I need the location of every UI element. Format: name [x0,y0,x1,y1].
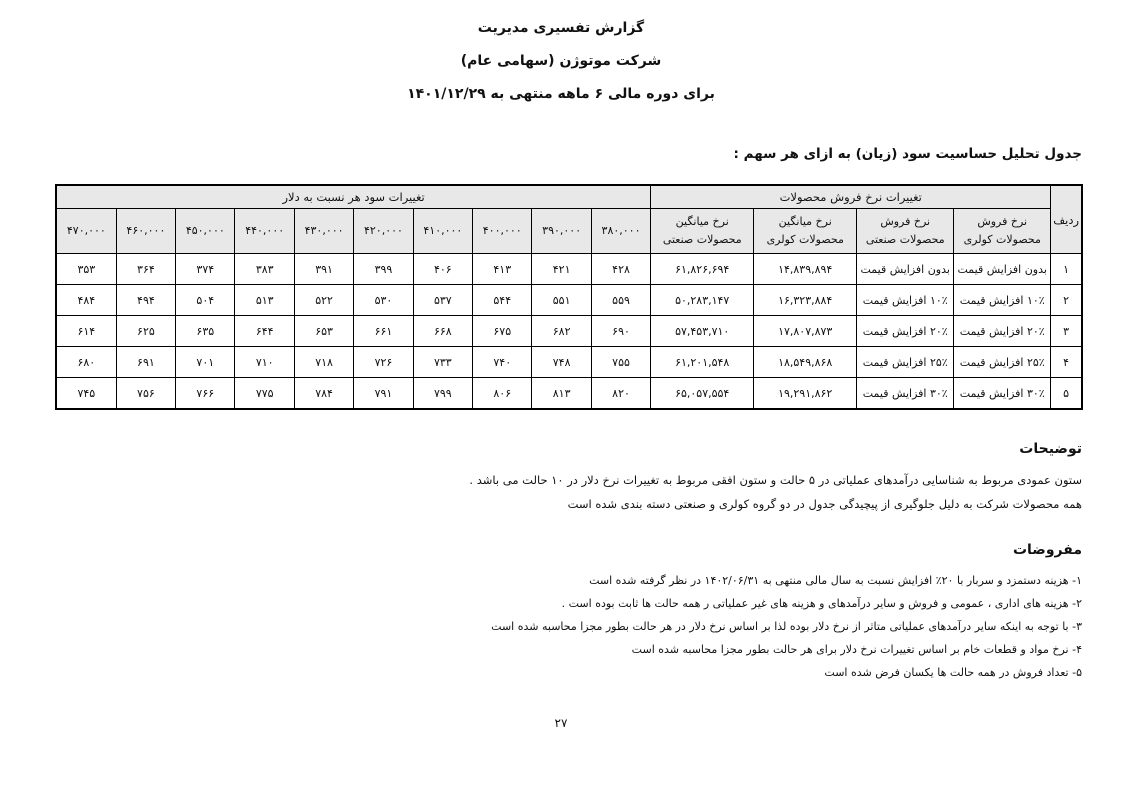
col-header-avg-cooler: نرخ میانگین محصولات کولری [754,209,857,254]
cell-eps: ۷۸۴ [294,378,353,410]
cell-eps: ۵۱۳ [235,285,294,316]
cell-eps: ۷۵۵ [591,347,650,378]
dollar-header: ۴۲۰,۰۰۰ [354,209,413,254]
col-header-industrial-rate: نرخ فروش محصولات صنعتی [857,209,954,254]
cell-cooler-rate: ۳۰٪ افزایش قیمت [954,378,1051,410]
cell-eps: ۶۶۸ [413,316,472,347]
cell-eps: ۴۰۶ [413,254,472,285]
notes-body [469,468,1082,516]
cell-industrial-rate: ۳۰٪ افزایش قیمت [857,378,954,410]
cell-cooler-rate: ۲۰٪ افزایش قیمت [954,316,1051,347]
cell-industrial-rate: ۲۰٪ افزایش قیمت [857,316,954,347]
cell-eps: ۳۵۳ [56,254,116,285]
cell-eps: ۸۲۰ [591,378,650,410]
dollar-header: ۴۳۰,۰۰۰ [294,209,353,254]
cell-avg-industrial: ۵۷,۴۵۳,۷۱۰ [651,316,754,347]
period-title: برای دوره مالی ۶ ماهه منتهی به ۱۴۰۱/۱۲/۲۹ [407,86,715,102]
cell-eps: ۵۵۱ [532,285,591,316]
assumptions-heading: مفروضات [1012,542,1082,558]
table-title: جدول تحلیل حساسیت سود (زیان) به ازای هر سهم : [733,146,1082,162]
cell-eps: ۵۳۰ [354,285,413,316]
cell-eps: ۷۴۵ [56,378,116,410]
cell-eps: ۵۵۹ [591,285,650,316]
dollar-group-header: تغییرات سود هر نسبت به دلار [56,185,651,209]
col-header-avg-industrial: نرخ میانگین محصولات صنعتی [651,209,754,254]
cell-eps: ۶۲۵ [116,316,175,347]
cell-eps: ۷۴۰ [473,347,532,378]
cell-eps: ۳۷۴ [176,254,235,285]
assumption-item: ۴- نرخ مواد و قطعات خام بر اساس تغییرات نرخ دلار برای هر حالت بطور مجزا محاسبه شده است [631,643,1082,656]
dollar-header: ۳۸۰,۰۰۰ [591,209,650,254]
assumption-item: ۲- هزینه های اداری ، عمومی و فروش و سایر درآمدهای و هزینه های غیر عملیاتی ر همه حالت ها ثابت بوده است . [561,597,1082,610]
cell-eps: ۷۱۰ [235,347,294,378]
table-row [56,254,1082,285]
cell-eps: ۶۸۲ [532,316,591,347]
notes-heading: توضیحات [1019,441,1082,457]
notes-line: همه محصولات شرکت به دلیل جلوگیری از پیچیدگی جدول در دو گروه کولری و صنعتی دسته بندی شده است [567,497,1082,511]
cell-avg-cooler: ۱۹,۲۹۱,۸۶۲ [754,378,857,410]
cell-eps: ۶۹۰ [591,316,650,347]
row-radif: ۵ [1051,378,1082,410]
cell-eps: ۷۶۶ [176,378,235,410]
assumptions-list [491,569,1082,684]
cell-eps: ۳۹۹ [354,254,413,285]
cell-eps: ۴۹۴ [116,285,175,316]
cell-eps: ۶۱۴ [56,316,116,347]
cell-eps: ۶۷۵ [473,316,532,347]
cell-eps: ۷۳۳ [413,347,472,378]
cell-cooler-rate: بدون افزایش قیمت [954,254,1051,285]
cell-avg-cooler: ۱۸,۵۴۹,۸۶۸ [754,347,857,378]
page-number: ۲۷ [554,716,568,730]
cell-eps: ۶۶۱ [354,316,413,347]
cell-eps: ۸۱۳ [532,378,591,410]
cell-eps: ۴۲۸ [591,254,650,285]
dollar-header: ۴۱۰,۰۰۰ [413,209,472,254]
dollar-header: ۴۰۰,۰۰۰ [473,209,532,254]
dollar-header: ۴۶۰,۰۰۰ [116,209,175,254]
cell-industrial-rate: ۲۵٪ افزایش قیمت [857,347,954,378]
dollar-header: ۴۷۰,۰۰۰ [56,209,116,254]
cell-eps: ۳۶۴ [116,254,175,285]
cell-avg-industrial: ۶۱,۲۰۱,۵۴۸ [651,347,754,378]
cell-avg-industrial: ۶۵,۰۵۷,۵۵۴ [651,378,754,410]
cell-eps: ۶۴۴ [235,316,294,347]
table-row [56,347,1082,378]
cell-avg-cooler: ۱۴,۸۳۹,۸۹۴ [754,254,857,285]
cell-eps: ۵۰۴ [176,285,235,316]
cell-eps: ۸۰۶ [473,378,532,410]
col-header-cooler-rate: نرخ فروش محصولات کولری [954,209,1051,254]
cell-eps: ۶۳۵ [176,316,235,347]
report-header [0,18,1122,117]
cell-eps: ۶۸۰ [56,347,116,378]
company-name: شرکت موتوژن (سهامی عام) [460,53,662,69]
cell-eps: ۶۹۱ [116,347,175,378]
cell-cooler-rate: ۲۵٪ افزایش قیمت [954,347,1051,378]
dollar-header: ۴۴۰,۰۰۰ [235,209,294,254]
assumption-item: ۳- با توجه به اینکه سایر درآمدهای عملیاتی متاثر از نرخ دلار بوده لذا بر اساس نرخ دلار در هر حالت بطور مجزا محاسبه شده است [491,620,1082,633]
table-row [56,285,1082,316]
row-radif: ۲ [1051,285,1082,316]
dollar-header: ۳۹۰,۰۰۰ [532,209,591,254]
assumption-item: ۱- هزینه دستمزد و سربار با ۲۰٪ افزایش نسبت به سال مالی منتهی به ۱۴۰۲/۰۶/۳۱ در نظر گرفته شده است [589,574,1082,587]
table-row [56,378,1082,410]
cell-eps: ۷۷۵ [235,378,294,410]
cell-eps: ۴۱۳ [473,254,532,285]
cell-avg-industrial: ۶۱,۸۲۶,۶۹۴ [651,254,754,285]
cell-avg-cooler: ۱۶,۳۲۳,۸۸۴ [754,285,857,316]
cell-cooler-rate: ۱۰٪ افزایش قیمت [954,285,1051,316]
cell-eps: ۷۵۶ [116,378,175,410]
table-row [56,316,1082,347]
row-radif: ۱ [1051,254,1082,285]
dollar-header: ۴۵۰,۰۰۰ [176,209,235,254]
sales-rate-group-header: تغییرات نرخ فروش محصولات [651,185,1051,209]
cell-eps: ۶۵۳ [294,316,353,347]
cell-eps: ۷۱۸ [294,347,353,378]
cell-eps: ۵۳۷ [413,285,472,316]
cell-eps: ۷۹۹ [413,378,472,410]
radif-header: ردیف [1051,185,1082,254]
sensitivity-table [55,184,1083,410]
cell-avg-industrial: ۵۰,۲۸۳,۱۴۷ [651,285,754,316]
cell-eps: ۷۰۱ [176,347,235,378]
cell-avg-cooler: ۱۷,۸۰۷,۸۷۳ [754,316,857,347]
notes-line: ستون عمودی مربوط به شناسایی درآمدهای عملیاتی در ۵ حالت و ستون افقی مربوط به تغییرات نرخ دلار در ۱۰ حالت می باشد . [469,473,1082,487]
cell-eps: ۷۴۸ [532,347,591,378]
row-radif: ۳ [1051,316,1082,347]
cell-industrial-rate: ۱۰٪ افزایش قیمت [857,285,954,316]
cell-eps: ۷۲۶ [354,347,413,378]
cell-eps: ۳۹۱ [294,254,353,285]
row-radif: ۴ [1051,347,1082,378]
assumption-item: ۵- تعداد فروش در همه حالت ها یکسان فرض شده است [824,666,1082,679]
cell-industrial-rate: بدون افزایش قیمت [857,254,954,285]
cell-eps: ۵۲۲ [294,285,353,316]
cell-eps: ۴۲۱ [532,254,591,285]
cell-eps: ۵۴۴ [473,285,532,316]
cell-eps: ۴۸۴ [56,285,116,316]
report-title: گزارش تفسیری مدیریت [477,20,645,36]
cell-eps: ۷۹۱ [354,378,413,410]
cell-eps: ۳۸۳ [235,254,294,285]
